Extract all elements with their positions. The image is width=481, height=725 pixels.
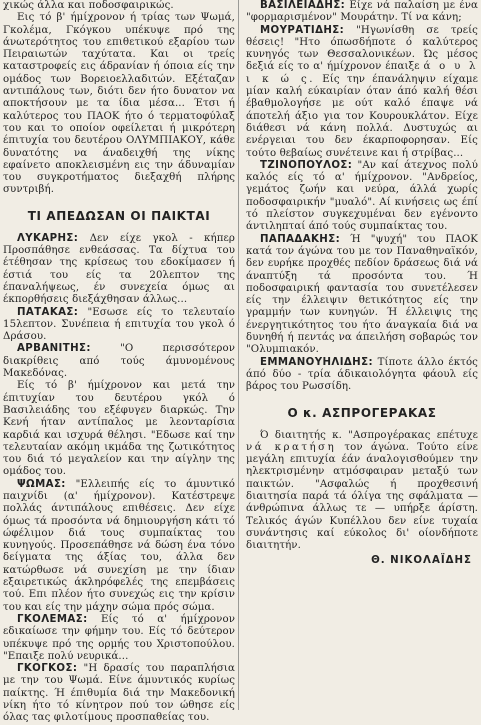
- player-emmanouilidis: [246, 357, 478, 394]
- player-name: ΨΩΜΑΣ:: [17, 478, 66, 490]
- player-vasileiadis: [246, 0, 478, 25]
- player-review: "Αν καί άτεχνος πολύ καλός είς τό α' ήμίχρονον. "Ανδρείος, γεμάτος ζωήν και νεύρα, άλλά χωρίς ποδοσφαιρικήν "μυαλό". Αί κινήσεις ως έπί τό πλείστον συγκεχυμέναι δεν εγένοντο άντιληπταί άπό τούς συμπαίκτας του.: [246, 159, 479, 233]
- player-review: "Ο περισσότερον διακρίθεις από τούς άμυνομένους Μακεδόνας.: [3, 343, 235, 380]
- player-patakas: [3, 307, 235, 344]
- right-column: [246, 0, 478, 710]
- second-half-paragraph: Εις τό β' ήμίχρονον ή τρίας των Ψωμά, Γκολέμα, Γκόγκου υπέκυψε πρό της άνωτερότητος του επιθετικού εξαρίου των Πειραιωτών ταχύτατα. Και οι τρείς καταστροφείς εις άδρανίαν ή όποια είς την ομάδος των Βορειοελλαδιτών. Εξέταζαν αντιπάλους των, διότι δεν ήτο δυνατον να αποκτήσουν με τα ίδια μέσα... Έτσι ή καλύτερος του ΠΑΟΚ ήτο ό τερματοφύλαξ του και το οποίον οφείλεται ή μικρότερη έπιτυχία του δευτέρου ΟΛΥΜΠΙΑΚΟΥ, κάθε δυνατότης να άναδειχθή της νίκης εφαίνετο αποκλεισμένη εις την άδυναμίαν του συγκροτήματος διεξαχθή πλήρης συντριβή.: [3, 12, 235, 196]
- player-lykaris: [3, 233, 235, 307]
- player-review: Ή "ψυχή" του ΠΑΟΚ κατά τον άγώνα του με τον Παναθηναϊκόν, δεν ευρήκε προχθές πεδίον δράσεως διά νά άναπτύξη τά προσόντα του. Ή ποδοσφαιρική φαντασία του συνετέλεσεν είς την έλλειψιν θετικότητος είς την γραμμήν των κυνηγών. Ή έλλειψις της ένεργητικότητος του ήτο άναγκαία διά να δυνηθή ή πεντάς να άπειλήση σοβαρώς τον "Ολυμπιακόν.: [246, 233, 479, 356]
- player-arvanitis-cont: Είς τό β' ήμίχρονον και μετά την έπιτυχίαν του δευτέρου γκόλ ό Βασιλειάδης του εξέφυγεν διαρκώς. Την Κενή ήταν αντίπαλος με λεονταρίσια καρδιά και ισχυρά θέλησι. "Εδωσε καί την τελευταίαν ακόμη ικμάδα της ζωτικότητος του διά τό μεγαλείον και την αίγλην της ομάδος του.: [3, 380, 235, 478]
- referee-text-cont: τον άγώνα. Τούτο είνε μεγάλη επιτυχία έάν άναλογισθούμεν την ηλεκτρισμένην ατμόσφαιραν μεταξύ των παικτών. "Ασφαλώς ή προχθεσινή διαιτησία παρά τά όλίγα της σφάλματα — άνθρώπινα άλλως τε — υπήρξε άρίστη. Τελικός άγών Κυπέλλου δεν είνε τυχαία συνάντησις καί εύκολος δι' οίονδήποτε διαιτητήν.: [246, 441, 478, 552]
- player-review: "Ηγωνίσθη σε τρείς θέσεις! "Ητο όπωσδήποτε ό καλύτερος κυνηγός των Θεσσαλονικέων. Ώς μέσος δεξιά είς το α' ήμίχρονον έπαιξε: [246, 24, 478, 73]
- column-divider: [238, 0, 239, 710]
- player-name: ΓΚΟΓΚΟΣ:: [17, 663, 78, 675]
- player-review: Τίποτε άλλο έκτός άπό δύο - τρία άδικαιολόγητα φάουλ είς βάρος του Ρωσσίδη.: [246, 356, 478, 393]
- player-name: ΠΑΠΑΔΑΚΗΣ:: [260, 233, 341, 245]
- player-name: ΑΡΒΑΝΙΤΗΣ:: [17, 343, 91, 355]
- player-arvanitis: [3, 343, 235, 380]
- referee-text: Ό διαιτητής κ. "Ασπρογέρακας επέτυχε: [260, 429, 478, 441]
- left-column: [3, 0, 235, 724]
- section-heading: ΤΙ ΑΠΕΔΩΣΑΝ ΟΙ ΠΑΙΚΤΑΙ: [27, 208, 211, 223]
- player-golemas: [3, 614, 235, 663]
- player-name: ΤΖΙΝΟΠΟΥΛΟΣ:: [260, 159, 353, 171]
- player-name: ΜΟΥΡΑΤΙΔΗΣ:: [260, 24, 345, 36]
- player-review: "Η δρασίς του παραπλήσια με την του Ψωμά. Είνε άμυντικός κυρίως παίκτης. Ή έπιθυμία διά την Μακεδονική νίκη ήτο τό κίνητρον πού τον ώθησε είς όλας τας φιλοτίμους προσπαθείας του.: [3, 663, 235, 724]
- player-name: ΕΜΜΑΝΟΥΗΛΙΔΗΣ:: [260, 356, 373, 368]
- player-name: ΒΑΣΙΛΕΙΑΔΗΣ:: [260, 0, 346, 11]
- referee-heading: Ο κ. ΑΣΠΡΟΓΕΡΑΚΑΣ: [287, 405, 437, 420]
- spaced-emphasis: ά ο υ λ ι κ ώ ς.: [246, 61, 478, 85]
- spaced-emphasis: νά κρατήση: [246, 441, 337, 453]
- player-name: ΠΑΤΑΚΑΣ:: [17, 306, 79, 318]
- intro-fragment: χικώς άλλα και ποδοσφαιρικώς.: [3, 0, 174, 11]
- player-review: Είχε νά παλαίση με ένα "φορμαρισμένον" Μουράτην. Τί να κάνη;: [246, 0, 478, 24]
- player-review: Δεν είχε γκολ - κήπερ Προσπάθησε ενθεάσσας. Τα δίχτυα του έτέθησαν της κρίσεως του εδοκίμασεν ή έστιά του είς τα 20λεπτον της έπαναλήψεως, έν συνεχεία όμως αι έκπορθήσεις διεξάχθησαν άλλως...: [3, 232, 235, 306]
- player-psomas: [3, 479, 235, 614]
- player-name: ΛΥΚΑΡΗΣ:: [17, 232, 79, 244]
- player-review: Είς τό α' ήμίχρονον εδικαίωσε την φήμην του. Είς τό δεύτερον υπέκυψε πρό της ορμής του Χριστοπούλου. "Επαιξε πολύ νευρικά...: [3, 613, 235, 662]
- author-byline: Θ. ΝΙΚΟΛΑΪΔΗΣ: [371, 555, 472, 567]
- player-tsinopoulos: [246, 160, 478, 234]
- referee-paragraph: [246, 430, 478, 553]
- player-mouratidis: [246, 25, 478, 160]
- player-gkogkos: [3, 663, 235, 724]
- player-name: ΓΚΟΛΕΜΑΣ:: [17, 613, 88, 625]
- player-review: "Ελλειπής είς το άμυντικό παιχνίδι (α' ήμίχρονον). Κατέστρεψε πολλάς άντιπάλους επιθέσεις. Δεν είχε όμως τά προσόντα νά δημιουργήση κάτι τό ώφέλιμον διά τους συμπαίκτας του κυνηγούς. Προσεπάθησε νά δώση ένα τόνο δείγματα της άξίας του, άλλα δεν κατώρθωσε νά συνεχίση με την ίδιαν εξαιρετικώς άκληρόφελές της επεμβάσεις τού. Επι πλέον ήτο συνεχώς εις την κρίσιν του και είς την μάχην σώμα πρός σώμα.: [3, 478, 235, 613]
- player-review-cont: Είς την έπανάληψιν είχαμε μίαν καλή εύκαιρίαν όταν άπό καλή θέσι έβαθμολογήσε με ούτ καλό έπαψε νά άποτελή άξιο για τον Κουρουκλάτον. Είχε διάθεσι νά κάνη πολλά. Δυστυχώς αι ενέργειαι του δεν έκαρποφορησαν. Είς τούτο θεβαίως συνέτεινε και ή στρίβας...: [246, 73, 478, 159]
- player-review: "Εσωσε είς το τελευταίο 15λεπτον. Συνέπεια ή επιτυχία του γκολ ό Δράσου.: [3, 306, 235, 343]
- player-papadakis: [246, 234, 478, 357]
